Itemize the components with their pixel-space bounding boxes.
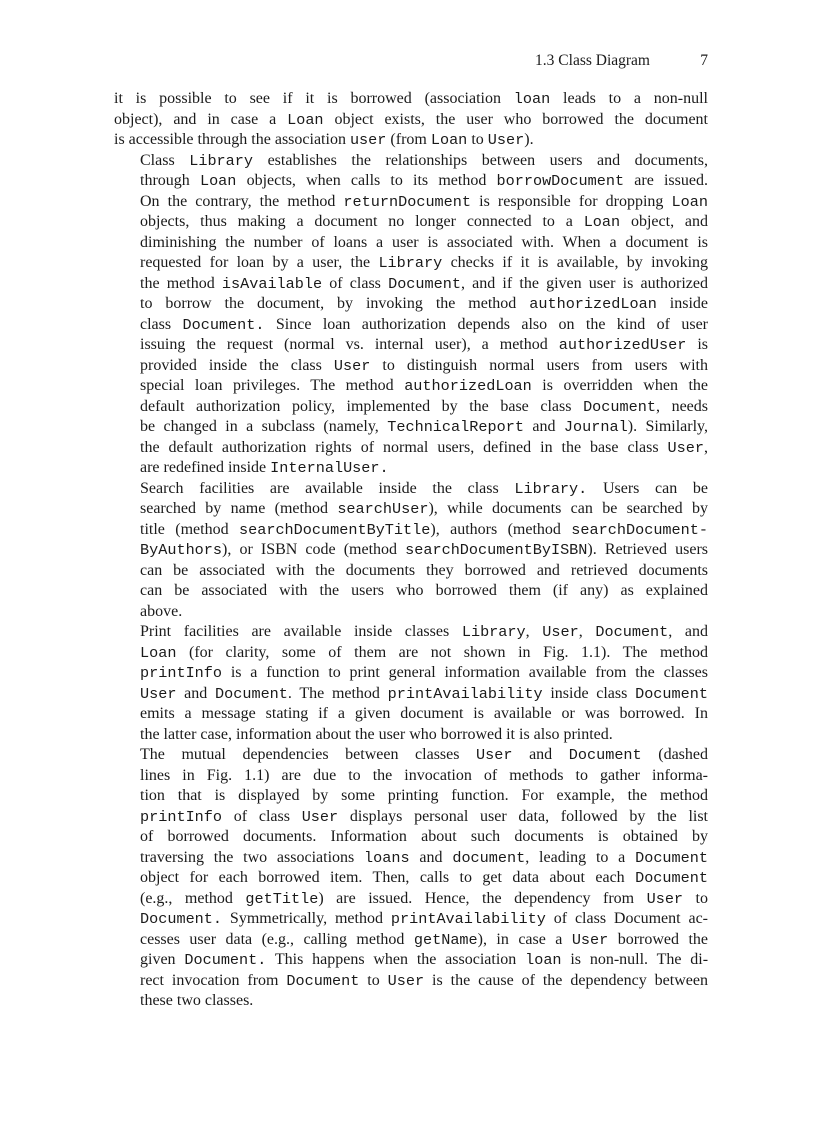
- text-run: objects, thus making a document no longer connected to a: [140, 213, 584, 230]
- code-term: Document: [286, 971, 360, 990]
- text-line: [114, 253, 708, 274]
- text-run: ), in case a: [477, 930, 572, 948]
- text-run: Symmetrically, method: [222, 910, 391, 927]
- code-term: User: [646, 889, 684, 908]
- section-title: 1.3 Class Diagram: [535, 52, 650, 69]
- text-line: [114, 622, 708, 643]
- running-header: [0, 52, 816, 72]
- text-run: (for clarity, some of them are not shown in Fig. 1.1). The method: [176, 643, 708, 661]
- text-run: inside class: [542, 684, 636, 702]
- text-run: and: [409, 848, 453, 866]
- text-run: can be associated with the documents they borrowed and retrieved documents: [140, 561, 708, 579]
- text-run: the default authorization rights of normal users, defined in the base class: [140, 438, 668, 456]
- text-run: ), or ISBN code (method: [222, 541, 406, 558]
- text-run: establishes the relationships between users and documents,: [253, 151, 709, 169]
- code-term: TechnicalReport: [387, 418, 524, 436]
- code-term: searchDocumentByISBN: [405, 541, 588, 559]
- text-line: [114, 499, 708, 520]
- text-run: title (method: [140, 520, 239, 538]
- code-term: Document.: [140, 910, 223, 928]
- text-run: and: [512, 746, 569, 763]
- text-run: object), and in case a: [114, 110, 288, 128]
- text-run: class: [140, 315, 183, 333]
- text-run: is responsible for dropping: [471, 192, 672, 210]
- text-run: object for each borrowed item. Then, calls to get data about each: [140, 869, 636, 886]
- code-term: Loan: [583, 213, 621, 231]
- text-run: are redefined inside: [140, 459, 271, 476]
- text-run: is accessible through the association: [114, 131, 350, 148]
- text-run: to borrow the document, by invoking the method: [140, 295, 530, 312]
- text-run: to: [683, 889, 709, 907]
- code-term: InternalUser.: [270, 459, 389, 477]
- code-term: borrowDocument: [496, 172, 625, 190]
- text-run: to distinguish normal users from users with: [370, 356, 709, 374]
- paragraph: [114, 479, 708, 623]
- text-line: [114, 827, 708, 848]
- text-run: , and if the given user is authorized: [461, 274, 708, 292]
- code-term: searchUser: [337, 500, 429, 518]
- text-run: to: [359, 971, 388, 989]
- text-run: above.: [140, 602, 183, 620]
- code-term: Document: [635, 848, 709, 867]
- text-line: [114, 991, 708, 1012]
- text-run: objects, when calls to its method: [236, 172, 497, 189]
- text-run: emits a message stating if a given document is available or was borrowed. In: [140, 705, 708, 722]
- text-line: [114, 335, 708, 356]
- code-term: Document: [568, 746, 642, 764]
- text-line: [114, 971, 708, 992]
- text-line: [114, 807, 708, 828]
- code-term: Library.: [514, 479, 588, 498]
- text-run: cesses user data (e.g., calling method: [140, 930, 414, 948]
- code-term: user: [349, 131, 387, 149]
- text-line: [114, 315, 708, 336]
- text-line: [114, 889, 708, 910]
- text-run: ) are issued. Hence, the dependency from: [318, 889, 647, 907]
- text-run: Print facilities are available inside classes: [140, 623, 462, 640]
- text-line: [114, 950, 708, 971]
- code-term: Document: [388, 274, 461, 293]
- text-run: rect invocation from: [140, 971, 287, 989]
- text-run: ,: [704, 438, 708, 456]
- code-term: Loan: [287, 110, 324, 129]
- text-line: [114, 438, 708, 459]
- text-run: Search facilities are available inside the class: [140, 479, 515, 497]
- text-run: of class: [322, 274, 389, 292]
- text-run: diminishing the number of loans a user is associated with. When a document is: [140, 233, 708, 251]
- text-line: [114, 581, 708, 602]
- code-term: Document: [635, 869, 708, 887]
- text-run: inside: [656, 295, 708, 312]
- code-term: User: [387, 971, 425, 990]
- code-term: document: [452, 848, 526, 867]
- code-term: getName: [413, 930, 478, 949]
- text-run: it is possible to see if it is borrowed (association: [114, 90, 514, 107]
- text-line: [114, 663, 708, 684]
- text-line: [114, 745, 708, 766]
- text-run: This happens when the association: [266, 951, 526, 968]
- code-term: printInfo: [140, 664, 223, 682]
- code-term: printInfo: [140, 807, 223, 826]
- code-term: returnDocument: [343, 192, 472, 211]
- text-line: [114, 397, 708, 418]
- code-term: User: [140, 684, 177, 703]
- text-run: ), authors (method: [430, 520, 572, 538]
- code-term: Journal: [563, 418, 628, 436]
- code-term: ByAuthors: [140, 541, 223, 559]
- text-run: , needs: [655, 397, 708, 415]
- code-term: authorizedLoan: [404, 377, 532, 395]
- text-run: and: [176, 684, 215, 702]
- text-line: [114, 130, 708, 151]
- text-run: displays personal user data, followed by the list: [338, 807, 709, 825]
- text-run: On the contrary, the method: [140, 192, 344, 210]
- code-term: Loan: [430, 131, 468, 149]
- code-term: Library: [189, 151, 254, 170]
- text-run: , leading to a: [525, 848, 636, 866]
- text-run: the latter case, information about the user who borrowed it is also printed.: [140, 725, 613, 743]
- text-run: is overridden when the: [531, 377, 709, 394]
- text-run: tion that is displayed by some printing function. For example, the method: [140, 787, 708, 804]
- code-term: Document.: [184, 951, 267, 969]
- text-run: Since loan authorization depends also on the kind of user: [264, 315, 708, 333]
- text-run: be changed in a subclass (namely,: [140, 418, 388, 435]
- text-run: borrowed the: [608, 930, 709, 948]
- text-line: [114, 766, 708, 787]
- text-run: , and: [668, 623, 709, 640]
- code-term: Document: [635, 684, 708, 703]
- text-run: Users can be: [587, 479, 708, 497]
- text-line: [114, 930, 708, 951]
- text-run: traversing the two associations: [140, 848, 365, 866]
- text-run: ).: [524, 131, 534, 148]
- text-run: Class: [140, 151, 190, 169]
- text-line: [114, 110, 708, 131]
- text-run: the method: [140, 274, 222, 292]
- code-term: User: [476, 746, 513, 764]
- text-line: [114, 725, 708, 746]
- code-term: authorizedLoan: [529, 295, 657, 313]
- text-line: [114, 89, 708, 110]
- code-term: authorizedUser: [558, 336, 687, 354]
- text-run: of borrowed documents. Information about such documents is obtained by: [140, 828, 708, 845]
- code-term: searchDocumentByTitle: [238, 520, 431, 539]
- code-term: searchDocument-: [571, 520, 709, 539]
- page-number: 7: [700, 52, 708, 69]
- text-run: . The method: [287, 684, 388, 702]
- code-term: loan: [525, 951, 562, 969]
- text-line: [114, 643, 708, 664]
- code-term: Document: [215, 684, 288, 703]
- code-term: User: [301, 807, 339, 826]
- text-line: [114, 704, 708, 725]
- text-line: [114, 356, 708, 377]
- text-run: issuing the request (normal vs. internal user), a method: [140, 336, 559, 353]
- text-run: (dashed: [641, 746, 708, 763]
- text-line: [114, 458, 708, 479]
- text-line: [114, 786, 708, 807]
- text-run: object exists, the user who borrowed the document: [323, 110, 708, 128]
- text-run: through: [140, 172, 200, 189]
- code-term: getTitle: [245, 889, 319, 908]
- text-line: [114, 561, 708, 582]
- text-line: [114, 376, 708, 397]
- paragraph: [114, 622, 708, 745]
- text-run: leads to a non-null: [550, 90, 708, 107]
- text-line: [114, 192, 708, 213]
- code-term: loan: [513, 90, 551, 108]
- text-line: [114, 151, 708, 172]
- text-line: [114, 294, 708, 315]
- code-term: User: [542, 623, 579, 641]
- code-term: Library: [378, 254, 443, 272]
- text-run: requested for loan by a user, the: [140, 254, 379, 271]
- text-line: [114, 868, 708, 889]
- text-line: [114, 520, 708, 541]
- text-run: object, and: [620, 213, 708, 230]
- code-term: User: [667, 438, 704, 457]
- text-run: is the cause of the dependency between: [424, 971, 708, 989]
- text-run: (from: [386, 131, 431, 148]
- text-run: special loan privileges. The method: [140, 377, 405, 394]
- text-line: [114, 909, 708, 930]
- text-run: these two classes.: [140, 992, 254, 1009]
- code-term: User: [571, 930, 609, 949]
- code-term: User: [333, 356, 371, 375]
- text-run: of class: [222, 807, 302, 825]
- text-line: [114, 417, 708, 438]
- text-run: provided inside the class: [140, 356, 334, 374]
- text-line: [114, 212, 708, 233]
- text-run: ,: [578, 623, 596, 640]
- text-run: checks if it is available, by invoking: [442, 254, 709, 271]
- text-run: ). Similarly,: [627, 418, 709, 435]
- text-run: given: [140, 951, 185, 968]
- code-term: Document: [595, 623, 669, 641]
- text-run: lines in Fig. 1.1) are due to the invocation of methods to gather informa-: [140, 766, 708, 784]
- paragraph: [114, 745, 708, 1012]
- text-run: ,: [525, 623, 543, 640]
- text-run: default authorization policy, implemented by the base class: [140, 397, 584, 415]
- text-run: is non-null. The di-: [561, 951, 709, 968]
- text-line: [114, 540, 708, 561]
- text-run: can be associated with the users who borrowed them (if any) as explained: [140, 582, 708, 599]
- text-run: is a function to print general information available from the classes: [222, 664, 708, 681]
- text-run: ). Retrieved users: [587, 541, 708, 558]
- code-term: printAvailability: [390, 910, 546, 928]
- paragraph: [114, 89, 708, 151]
- text-run: is: [686, 336, 708, 353]
- text-line: [114, 274, 708, 295]
- paragraph: [114, 151, 708, 479]
- text-run: to: [467, 131, 488, 148]
- text-run: are issued.: [624, 172, 708, 189]
- text-run: (e.g., method: [140, 889, 246, 907]
- code-term: printAvailability: [387, 684, 543, 703]
- text-run: of class Document ac-: [545, 910, 709, 927]
- code-term: Document.: [182, 315, 265, 334]
- code-term: User: [487, 131, 525, 149]
- code-term: Loan: [140, 643, 177, 662]
- text-line: [114, 479, 708, 500]
- code-term: Document: [583, 397, 656, 416]
- text-run: The mutual dependencies between classes: [140, 746, 477, 763]
- code-term: Loan: [199, 172, 237, 190]
- text-line: [114, 602, 708, 623]
- code-term: Library: [461, 623, 526, 641]
- text-run: and: [523, 418, 564, 435]
- body-text: [114, 89, 708, 1012]
- code-term: isAvailable: [221, 274, 323, 293]
- code-term: loans: [364, 848, 410, 867]
- text-line: [114, 848, 708, 869]
- code-term: Loan: [671, 192, 708, 211]
- text-run: searched by name (method: [140, 500, 338, 517]
- text-run: ), while documents can be searched by: [428, 500, 708, 517]
- text-line: [114, 233, 708, 254]
- text-line: [114, 684, 708, 705]
- text-line: [114, 171, 708, 192]
